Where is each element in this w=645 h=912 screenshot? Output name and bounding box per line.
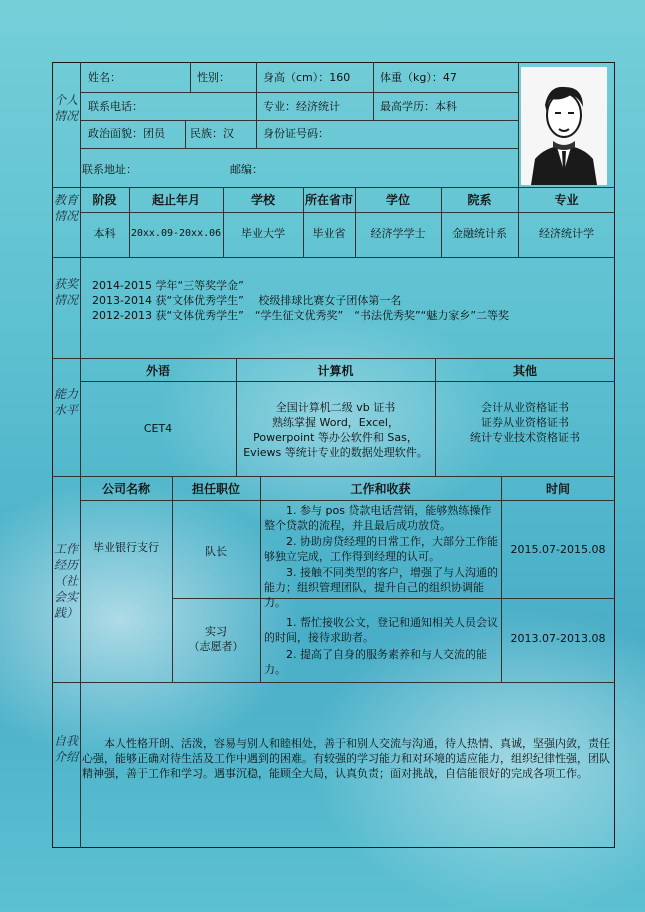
divider [52,257,615,258]
work-detail: 3. 接触不同类型的客户，增强了与人沟通的能力；组织管理团队，提升自己的组织协调能力。 [264,566,498,609]
position-title: 实习 [205,625,227,638]
divider [190,62,191,92]
major-value: 专业：经济统计 [263,100,340,113]
language-cert: CET4 [143,422,173,435]
position-title: （志愿者） [188,640,244,653]
divider [80,381,615,382]
divider [52,187,615,188]
divider [501,476,502,682]
edu-period: 20xx.09-20xx.06 [130,228,222,239]
edu-header-major: 专业 [554,193,579,207]
divider [80,212,615,213]
address-label: 联系地址： [82,163,137,176]
postcode-label: 邮编： [230,163,263,176]
work-detail: 1. 帮忙接收公文，登记和通知相关人员会议的时间，接待求助者。 [264,616,498,644]
award-line: 2014-2015 学年“三等奖学金” [92,279,244,292]
gender-label: 性别： [197,71,230,84]
work-detail: 1. 参与 pos 贷款电话营销，能够熟练操作整个贷款的流程，并且最后成功放贷。 [264,504,492,532]
id-label: 身份证号码： [263,127,329,140]
edu-province: 毕业省 [312,227,346,240]
work-header-position: 担任职位 [191,482,240,496]
edu-header-period: 起止年月 [151,193,200,207]
edu-department: 金融统计系 [452,227,507,240]
divider [80,500,615,501]
work-detail: 2. 提高了自身的服务素养和与人交流的能力。 [264,648,487,676]
computer-line: 熟练掌握 Word，Excel， [272,416,399,429]
phone-label: 联系电话： [88,100,143,113]
work-time: 2015.07-2015.08 [510,543,606,556]
divider [80,62,81,848]
politics-value: 政治面貌：团员 [88,127,165,140]
section-self: 自我介绍 [53,734,78,764]
divider [518,62,519,187]
position-title: 队长 [205,545,227,558]
edu-header-department: 院系 [467,193,492,207]
profile-photo [521,67,607,185]
divider [52,682,615,683]
degree-value: 最高学历：本科 [380,100,457,113]
divider [260,476,261,682]
work-header-time: 时间 [545,482,570,496]
divider [80,92,518,93]
other-cert: 会计从业资格证书 [481,401,569,414]
edu-header-province: 所在省市 [304,193,353,207]
work-detail: 2. 协助房贷经理的日常工作，大部分工作能够独立完成，工作得到经理的认可。 [264,535,498,563]
edu-header-degree: 学位 [385,193,410,207]
section-work: 工作经历（社会实践） [53,542,78,620]
section-ability: 能力水平 [53,387,78,417]
divider [256,62,257,148]
section-awards: 获奖情况 [53,277,78,307]
other-cert: 统计专业技术资格证书 [470,431,580,444]
edu-major: 经济统计学 [539,227,594,240]
portrait-icon [521,67,607,185]
other-cert: 证券从业资格证书 [481,416,569,429]
self-introduction: 本人性格开朗、活泼，容易与别人和睦相处，善于和别人交流与沟通，待人热情、真诚，坚强内敛，责任心强，能够正确对待生活及工作中遇到的困难。有较强的学习能力和对环境的适应能力，组织纪律性强，团队精神强，善于工作和学习。遇事沉稳，能顾全大局，认真负责；面对挑战，自信能很好的完成各项工作。 [82,737,610,780]
award-line: 2013-2014 获“文体优秀学生” 校级排球比赛女子团体第一名 [92,294,402,307]
ability-header-other: 其他 [512,364,537,378]
ability-header-computer: 计算机 [317,364,354,378]
section-personal: 个人情况 [53,93,78,123]
edu-school: 毕业大学 [241,227,285,240]
work-header-details: 工作和收获 [350,482,411,496]
divider [185,120,186,148]
edu-header-stage: 阶段 [92,193,117,207]
computer-line: 全国计算机二级 vb 证书 [275,401,396,414]
divider [80,120,518,121]
work-header-company: 公司名称 [101,482,150,496]
work-time: 2013.07-2013.08 [510,632,606,645]
name-label: 姓名： [88,71,121,84]
ethnicity-value: 民族：汉 [190,127,234,140]
height-value: 身高（cm）：160 [263,71,351,84]
section-education: 教育情况 [53,193,78,223]
edu-degree: 经济学学士 [370,227,426,240]
weight-value: 体重（kg）：47 [380,71,457,84]
computer-line: Eviews 等统计专业的数据处理软件。 [243,446,428,459]
edu-stage: 本科 [93,227,116,240]
award-line: 2012-2013 获“文体优秀学生” “学生征文优秀奖” “书法优秀奖”“魅力家乡”二等奖 [92,309,510,322]
edu-header-school: 学校 [250,193,275,207]
divider [80,148,518,149]
divider [52,476,615,477]
company-name: 毕业银行支行 [93,541,159,554]
divider [373,62,374,120]
divider [52,358,615,359]
ability-header-language: 外语 [145,364,170,378]
computer-line: Powerpoint 等办公软件和 Sas， [253,431,418,444]
